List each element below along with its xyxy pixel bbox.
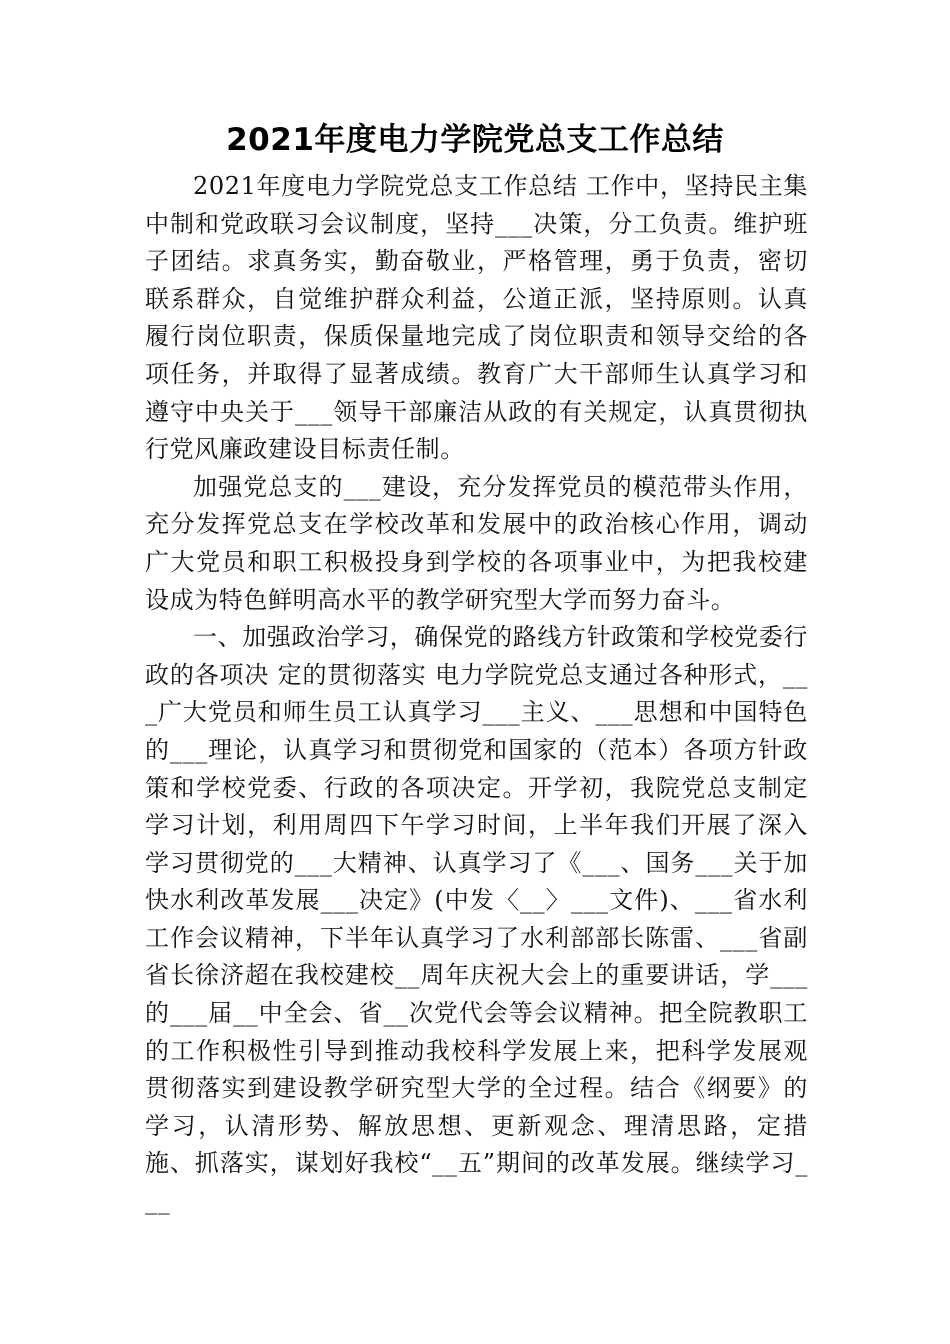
paragraph-3: 一、加强政治学习，确保党的路线方针政策和学校党委行政的各项决 定的贯彻落实 电力学院党总支通过各种形式，___广大党员和师生员工认真学习___主义、___思想和中国特色的___理论，认真学习和贯彻党和国家的（范本）各项方针政策和学校党委、行政的各项决定。开学初，我院党总支制定学习计划，利用周四下午学习时间，上半年我们开展了深入学习贯彻党的___大精神、认真学习了《___、国务___关于加快水利改革发展___决定》(中发〈__〉___文件)、___省水利工作会议精神，下半年认真学习了水利部部长陈雷、___省副省长徐济超在我校建校__周年庆祝大会上的重要讲话，学___的___届__中全会、省__次党代会等会议精神。把全院教职工的工作积极性引导到推动我校科学发展上来，把科学发展观贯彻落实到建设教学研究型大学的全过程。结合《纲要》的学习，认清形势、解放思想、更新观念、理清思路，定措施、抓落实，谋划好我校“__五”期间的改革发展。继续学习___	[145, 623, 808, 1216]
paragraph-2: 加强党总支的___建设，充分发挥党员的模范带头作用，充分发挥党总支在学校改革和发展中的政治核心作用，调动广大党员和职工积极投身到学校的各项事业中，为把我校建设成为特色鲜明高水平的教学研究型大学而努力奋斗。	[145, 472, 808, 614]
document-body	[145, 168, 808, 1221]
document-title: 2021年度电力学院党总支工作总结	[226, 122, 724, 158]
paragraph-1: 2021年度电力学院党总支工作总结 工作中，坚持民主集中制和党政联习会议制度，坚持___决策，分工负责。维护班子团结。求真务实，勤奋敬业，严格管理，勇于负责，密切联系群众，自觉维护群众利益，公道正派，坚持原则。认真履行岗位职责，保质保量地完成了岗位职责和领导交给的各项任务，并取得了显著成绩。教育广大干部师生认真学习和遵守中央关于___领导干部廉洁从政的有关规定，认真贯彻执行党风廉政建设目标责任制。	[145, 172, 808, 464]
